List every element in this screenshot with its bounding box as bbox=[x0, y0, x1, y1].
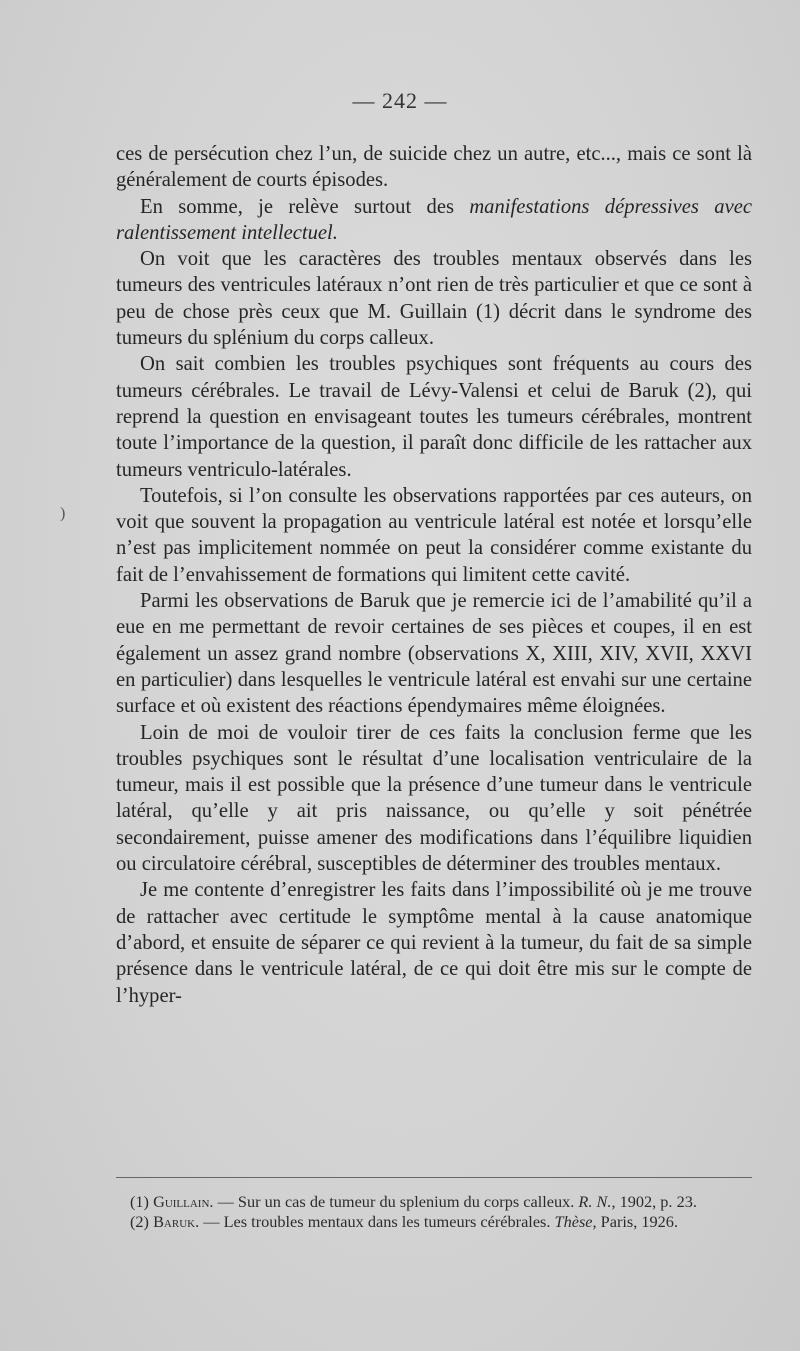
footnote-2-author: Baruk. bbox=[153, 1212, 200, 1231]
paragraph-2-emphasis: manifestations dépressives avec ralentissement intellectuel. bbox=[116, 195, 752, 244]
paragraph-4: On sait combien les troubles psychiques sont fréquents au cours des tumeurs cérébrales. Le travail de Lévy-Valensi et celui de Baruk (2), qui reprend la question en envisageant toutes les tumeurs cérébrales, montrent toute l’importance de la question, il paraît donc difficile de les rattacher aux tumeurs ventriculo-latérales. bbox=[116, 353, 752, 481]
footnote-1-text: — Sur un cas de tumeur du splenium du corps calleux. bbox=[213, 1192, 579, 1211]
body-text bbox=[116, 141, 752, 1009]
footnote-1-source: R. N. bbox=[578, 1192, 612, 1211]
page-number: — 242 — bbox=[352, 88, 448, 113]
paragraph-8: Je me contente d’enregistrer les faits dans l’impossibilité où je me trouve de rattacher avec certitude le symptôme mental à la cause anatomique d’abord, et ensuite de séparer ce qui revient à la tumeur, du fait de sa simple présence dans le ventricule latéral, de ce qui doit être mis sur le compte de l’hyper- bbox=[116, 879, 752, 1007]
footnote-1 bbox=[116, 1192, 752, 1212]
footnote-2-text: — Les troubles mentaux dans les tumeurs cérébrales. bbox=[199, 1212, 555, 1231]
paragraph-7: Loin de moi de vouloir tirer de ces faits la conclusion ferme que les troubles psychiques sont le résultat d’une localisation ventriculaire de la tumeur, mais il est possible que la présence d’une tumeur dans le ventricule latéral, qu’elle y ait pris naissance, ou qu’elle y soit pénétrée secondairement, puisse amener des modifications dans l’équilibre liquidien ou circulatoire cérébral, susceptibles de déterminer des troubles mentaux. bbox=[116, 721, 752, 876]
footnote-divider bbox=[116, 1177, 752, 1178]
footnote-2 bbox=[116, 1212, 752, 1232]
footnote-2-source: Thèse bbox=[554, 1212, 593, 1231]
paragraph-2 bbox=[116, 194, 752, 247]
paragraph-6: Parmi les observations de Baruk que je remercie ici de l’amabilité qu’il a eue en me permettant de revoir certaines de ses pièces et coupes, il en est également un assez grand nombre (observations X, XIII, XIV, XVII, XXVI en particulier) dans lesquelles le ventricule latéral est envahi sur une certaine surface et où existent des réactions épendymaires même éloignées. bbox=[116, 590, 752, 718]
footnote-1-author: Guillain. bbox=[153, 1192, 214, 1211]
footnote-2-tail: , Paris, 1926. bbox=[592, 1212, 679, 1231]
paragraph-1: ces de persécution chez l’un, de suicide chez un autre, etc..., mais ce sont là généralement de courts épisodes. bbox=[116, 143, 752, 192]
paragraph-3: On voit que les caractères des troubles mentaux observés dans les tumeurs des ventricules latéraux n’ont rien de très particulier et que ce sont à peu de chose près ceux que M. Guillain (1) décrit dans le syndrome des tumeurs du splénium du corps calleux. bbox=[116, 248, 752, 350]
paragraph-5: Toutefois, si l’on consulte les observations rapportées par ces auteurs, on voit que souvent la propagation au ventricule latéral est notée et lorsqu’elle n’est pas implicitement nommée on peut la considérer comme existante du fait de l’envahissement de formations qui limitent cette cavité. bbox=[116, 484, 752, 586]
footnotes bbox=[116, 1192, 752, 1232]
footnote-1-tail: , 1902, p. 23. bbox=[611, 1192, 697, 1211]
footnote-2-marker: (2) bbox=[130, 1212, 154, 1231]
margin-mark: ) bbox=[60, 505, 66, 522]
paragraph-2-lead: En somme, je relève surtout des bbox=[140, 195, 470, 218]
footnote-1-marker: (1) bbox=[130, 1192, 154, 1211]
